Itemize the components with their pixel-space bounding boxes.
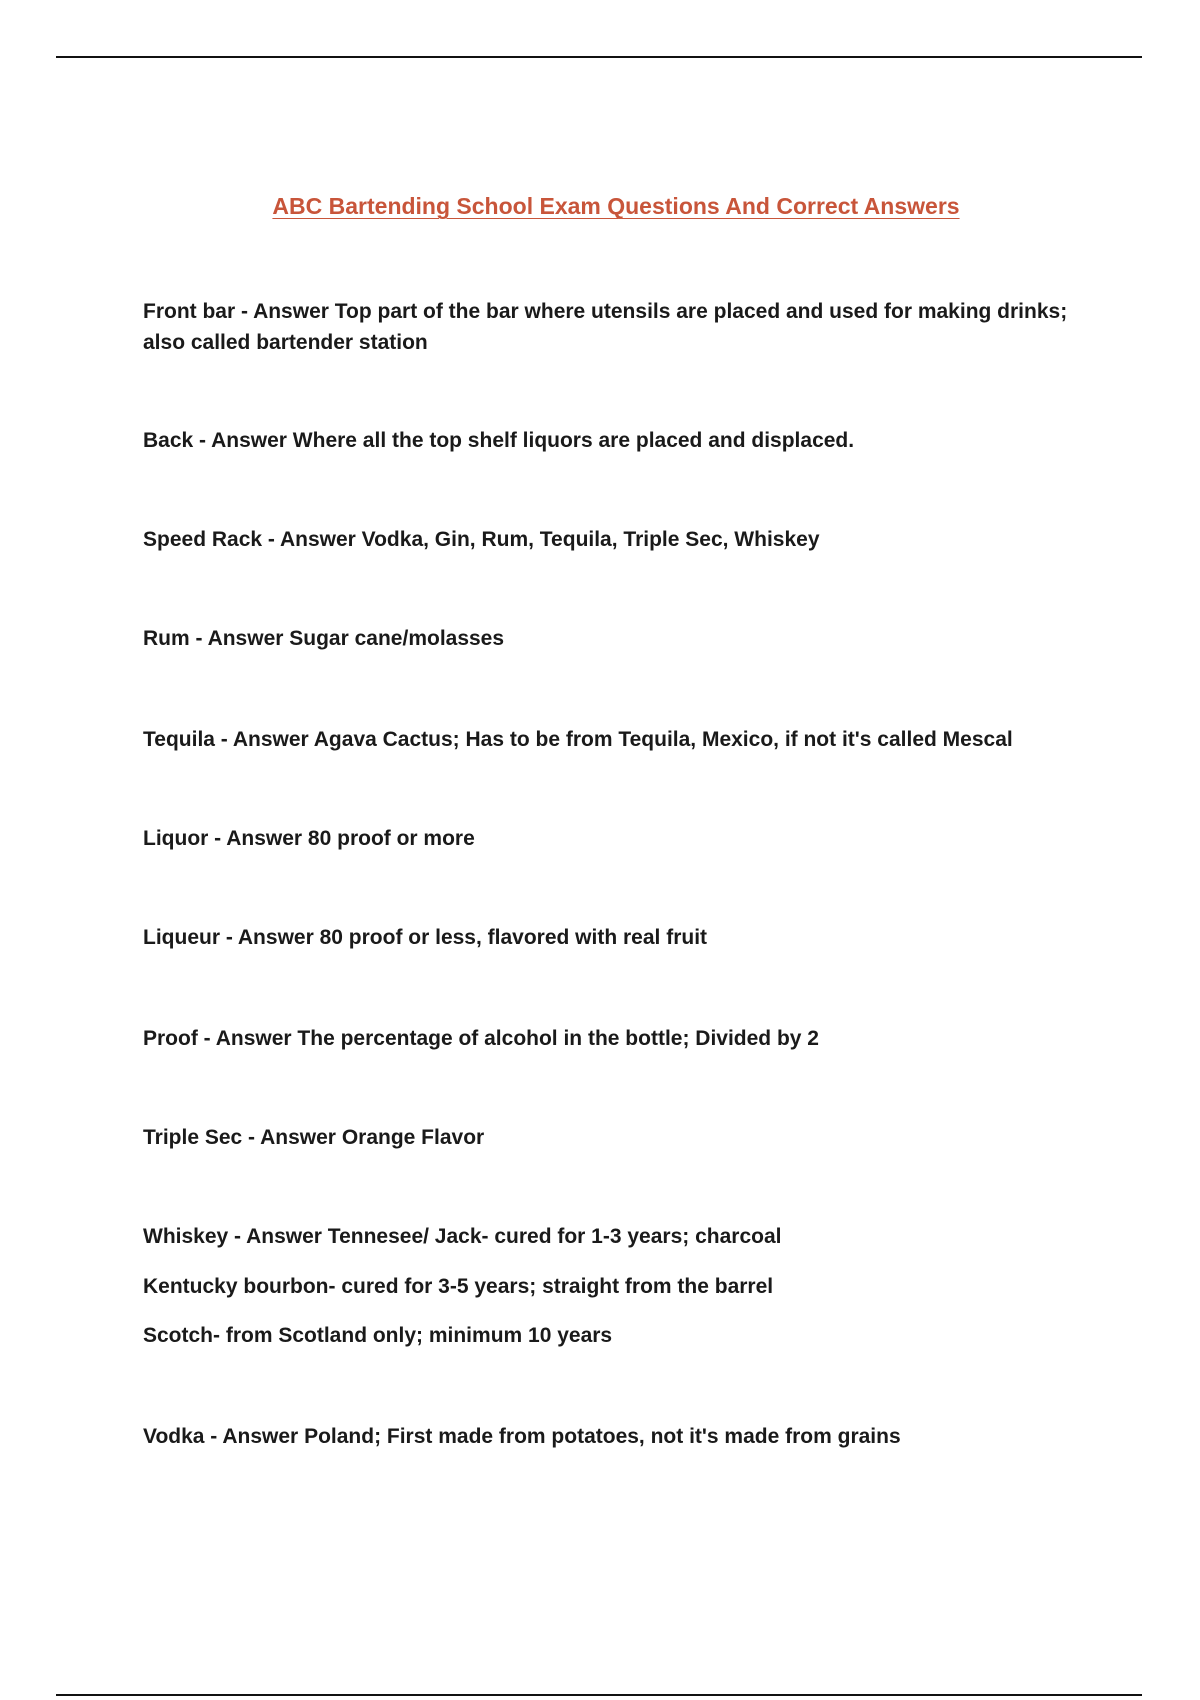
top-rule: [56, 56, 1142, 58]
qa-item-proof: [143, 1023, 1103, 1054]
qa-answer: 80 proof or more: [307, 827, 475, 850]
qa-separator: -: [242, 1126, 261, 1149]
qa-answer-label: Answer: [279, 528, 356, 551]
qa-answer: Poland; First made from potatoes, not it's made from grains: [304, 1425, 901, 1448]
qa-term: Tequila: [143, 728, 215, 751]
qa-item-tequila: [143, 724, 1103, 755]
qa-answer-label: Answer: [207, 627, 284, 650]
qa-answer-label: Answer: [237, 926, 314, 949]
qa-item-whiskey: [143, 1221, 1103, 1252]
qa-item-back: [143, 425, 1103, 456]
qa-separator: -: [189, 627, 208, 650]
qa-answer-label: Answer: [260, 1126, 336, 1149]
bottom-rule: [56, 1694, 1142, 1696]
qa-separator: -: [220, 926, 238, 949]
qa-answer: 80 proof or less, flavored with real fruit: [319, 926, 708, 949]
qa-separator: -: [235, 300, 254, 323]
qa-answer-label: Answer: [253, 300, 329, 323]
qa-term: Whiskey: [143, 1225, 229, 1248]
qa-answer: Tennesee/ Jack- cured for 1-3 years; charcoal: [327, 1225, 782, 1248]
qa-answer: The percentage of alcohol in the bottle; Divided by 2: [297, 1027, 819, 1050]
qa-answer-label: Answer: [232, 728, 309, 751]
qa-term: Vodka: [143, 1425, 205, 1448]
qa-term: Liquor: [143, 827, 209, 850]
qa-answer-label: Answer: [215, 1027, 292, 1050]
qa-item-speed-rack: [143, 524, 1103, 555]
qa-answer: Sugar cane/molasses: [289, 627, 505, 650]
qa-term: Triple Sec: [143, 1126, 243, 1149]
qa-answer: Agava Cactus; Has to be from Tequila, Mexico, if not it's called Mescal: [313, 728, 1013, 751]
qa-separator: -: [214, 728, 233, 751]
qa-answer-label: Answer: [211, 429, 287, 452]
qa-answer: Where all the top shelf liquors are placed and displaced.: [292, 429, 855, 452]
qa-item-triple-sec: [143, 1122, 1103, 1153]
qa-item-front-bar: [143, 296, 1103, 358]
qa-item-liquor: [143, 823, 1103, 854]
qa-separator: -: [228, 1225, 247, 1248]
qa-separator: -: [208, 827, 227, 850]
qa-separator: -: [262, 528, 280, 551]
qa-separator: -: [193, 429, 212, 452]
qa-item-rum: [143, 623, 1103, 654]
qa-separator: -: [197, 1027, 216, 1050]
qa-term: Liqueur: [143, 926, 220, 949]
qa-term: Front bar: [143, 300, 236, 323]
qa-answer: Vodka, Gin, Rum, Tequila, Triple Sec, Whiskey: [361, 528, 820, 551]
document-title: ABC Bartending School Exam Questions And Correct Answers: [272, 193, 960, 219]
qa-item-vodka: [143, 1421, 1103, 1452]
qa-term: Back: [143, 429, 194, 452]
qa-item-liqueur: [143, 922, 1103, 953]
qa-answer: Orange Flavor: [341, 1126, 485, 1149]
qa-answer-label: Answer: [226, 827, 303, 850]
qa-separator: -: [204, 1425, 223, 1448]
qa-extra-line: Kentucky bourbon- cured for 3-5 years; straight from the barrel: [143, 1275, 774, 1298]
qa-extra-line: Scotch- from Scotland only; minimum 10 years: [143, 1324, 613, 1347]
qa-term: Speed Rack: [143, 528, 263, 551]
qa-term: Rum: [143, 627, 190, 650]
qa-term: Proof: [143, 1027, 198, 1050]
qa-answer-label: Answer: [246, 1225, 322, 1248]
qa-answer-label: Answer: [222, 1425, 299, 1448]
qa-answer: Top part of the bar where utensils are placed and used for making drinks; also called bartender station: [143, 300, 1068, 354]
